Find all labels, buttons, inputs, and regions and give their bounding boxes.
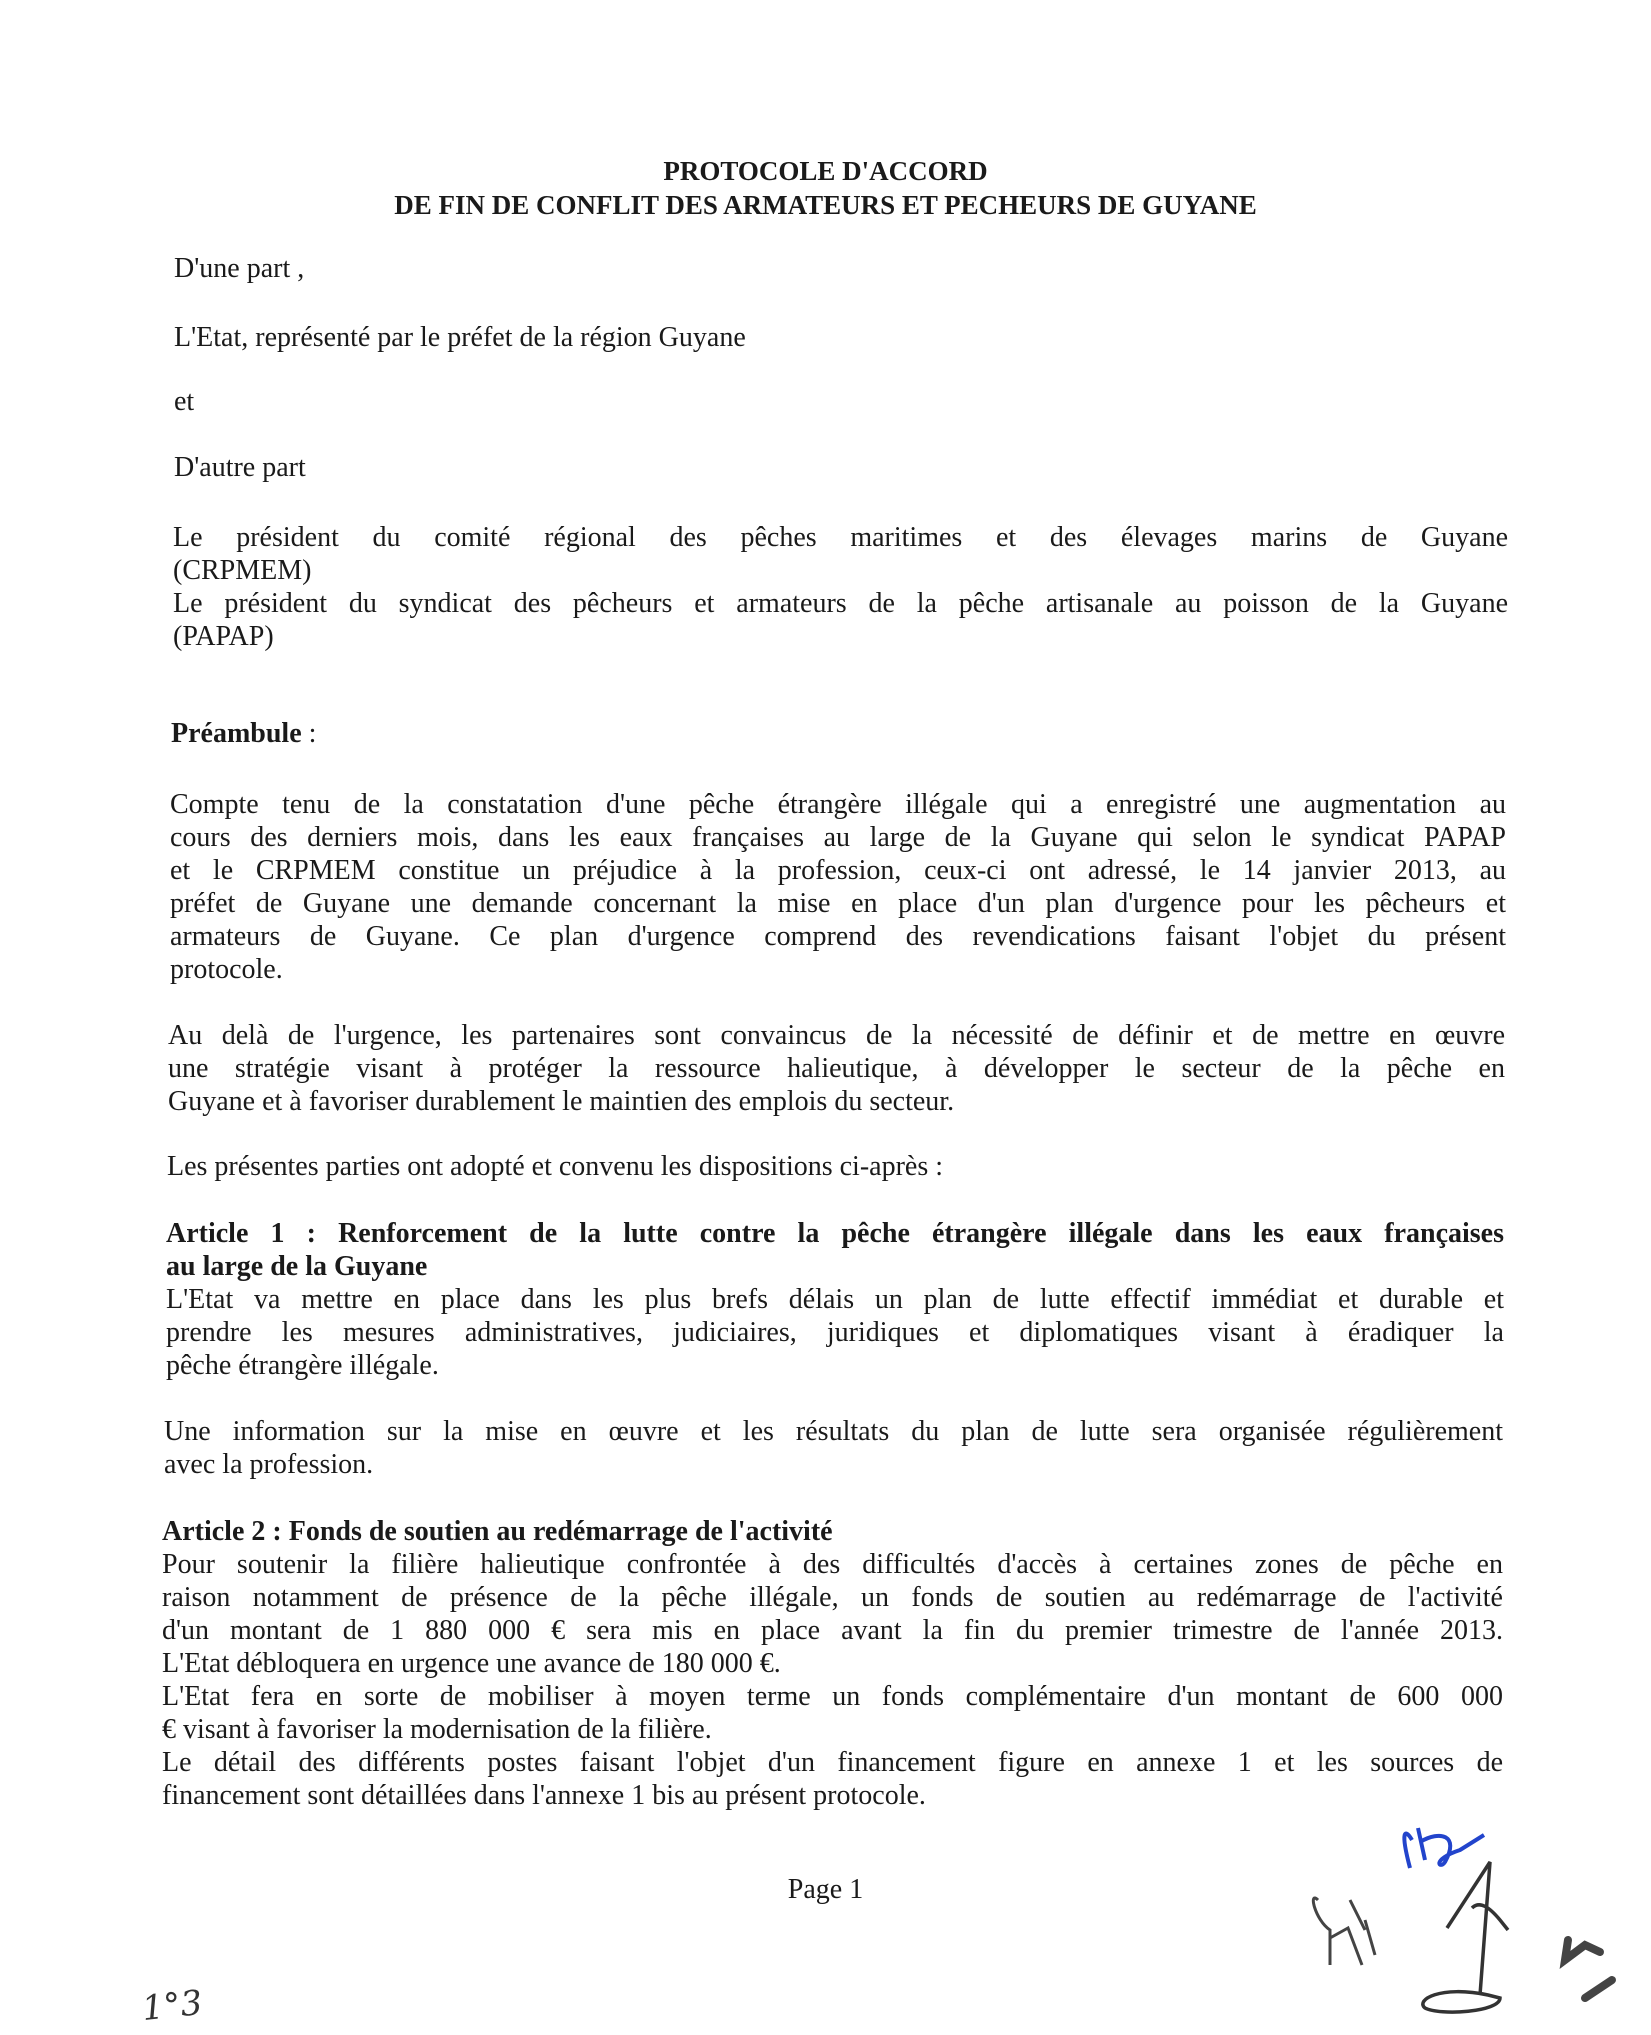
block-party-one [174, 252, 1509, 285]
text: : [301, 718, 317, 749]
text: cours des derniers mois, dans les eaux françaises au large de la Guyane qui selon le syndicat PAPAP [170, 822, 1506, 853]
text: L'Etat fera en sorte de mobiliser à moyen terme un fonds complémentaire d'un montant de 600 000 [162, 1681, 1503, 1712]
document-title-line-1: PROTOCOLE D'ACCORD [663, 156, 988, 186]
text-line [168, 1019, 1505, 1052]
block-article-1-p2 [164, 1415, 1503, 1481]
text: financement sont détaillées dans l'annexe 1 bis au présent protocole. [162, 1780, 926, 1811]
bold-heading: Article 1 : Renforcement de la lutte contre la pêche étrangère illégale dans les eaux françaises [166, 1218, 1504, 1249]
block-preamble-p1 [170, 788, 1506, 986]
block-preamble-p2 [168, 1019, 1505, 1118]
text: armateurs de Guyane. Ce plan d'urgence comprend des revendications faisant l'objet du présent [170, 921, 1506, 952]
text-line [170, 788, 1506, 821]
text-line [170, 887, 1506, 920]
text: Le détail des différents postes faisant l'objet d'un financement figure en annexe 1 et les sources de [162, 1747, 1503, 1778]
bold-heading: Article 2 : Fonds de soutien au redémarrage de l'activité [162, 1516, 833, 1547]
text-line [162, 1548, 1503, 1581]
text-line [173, 587, 1508, 620]
bold-heading: au large de la Guyane [166, 1251, 428, 1282]
text: (PAPAP) [173, 621, 274, 652]
text-line [164, 1448, 1503, 1481]
text: L'Etat débloquera en urgence une avance de 180 000 €. [162, 1648, 781, 1679]
text-line [170, 920, 1506, 953]
text: raison notamment de présence de la pêche illégale, un fonds de soutien au redémarrage de l'activité [162, 1582, 1503, 1613]
text-line [168, 1052, 1505, 1085]
text-line [162, 1647, 1503, 1680]
bold-heading: Préambule [171, 718, 302, 749]
block-preamble-heading [171, 717, 1506, 750]
text: Compte tenu de la constatation d'une pêche étrangère illégale qui a enregistré une augmentation au [170, 789, 1506, 820]
text: d'un montant de 1 880 000 € sera mis en place avant la fin du premier trimestre de l'année 2013. [162, 1615, 1503, 1646]
text: Les présentes parties ont adopté et convenu les dispositions ci-après : [167, 1151, 944, 1182]
text-line [162, 1713, 1503, 1746]
text: Pour soutenir la filière halieutique confrontée à des difficultés d'accès à certaines zones de pêche en [162, 1549, 1503, 1580]
text: Le président du comité régional des pêches maritimes et des élevages marins de Guyane [173, 522, 1508, 553]
text-line [167, 1150, 1502, 1183]
text-line [166, 1316, 1504, 1349]
page-number: Page 1 [787, 1874, 864, 1905]
text: protocole. [170, 954, 283, 985]
block-party-two [174, 451, 1509, 484]
text: et le CRPMEM constitue un préjudice à la profession, ceux-ci ont adressé, le 14 janvier 2013, au [170, 855, 1506, 886]
text-line [170, 821, 1506, 854]
text-line [166, 1250, 1504, 1283]
text: une stratégie visant à protéger la ressource halieutique, à développer le secteur de la pêche en [168, 1053, 1505, 1084]
block-article-1 [166, 1217, 1504, 1382]
text: Une information sur la mise en œuvre et les résultats du plan de lutte sera organisée régulièrement [164, 1416, 1503, 1447]
text-line [166, 1217, 1504, 1250]
text-line [171, 717, 1506, 750]
text: L'Etat va mettre en place dans les plus brefs délais un plan de lutte effectif immédiat et durable et [166, 1284, 1504, 1315]
text: pêche étrangère illégale. [166, 1350, 439, 1381]
text: Guyane et à favoriser durablement le maintien des emplois du secteur. [168, 1086, 955, 1117]
block-and [174, 385, 1509, 418]
text: prendre les mesures administratives, judiciaires, juridiques et diplomatiques visant à éradiquer la [166, 1317, 1504, 1348]
text: préfet de Guyane une demande concernant la mise en place d'un plan d'urgence pour les pêcheurs et [170, 888, 1506, 919]
text: D'une part , [174, 253, 305, 284]
text: et [174, 386, 195, 417]
text-line [174, 321, 1509, 354]
text-line [162, 1680, 1503, 1713]
block-state [174, 321, 1509, 354]
block-provisions-intro [167, 1150, 1502, 1183]
text-line [162, 1515, 1503, 1548]
text-line [164, 1415, 1503, 1448]
signature-initials [1200, 1780, 1651, 2035]
text-line [173, 620, 1508, 653]
text-line [174, 385, 1509, 418]
text-line [166, 1349, 1504, 1382]
text-line [173, 554, 1508, 587]
text-line [166, 1283, 1504, 1316]
text-line [162, 1581, 1503, 1614]
document-title-line-2: DE FIN DE CONFLIT DES ARMATEURS ET PECHEURS DE GUYANE [394, 190, 1257, 220]
text-line [173, 521, 1508, 554]
text-line [174, 451, 1509, 484]
text: Le président du syndicat des pêcheurs et armateurs de la pêche artisanale au poisson de la Guyane [173, 588, 1508, 619]
text: (CRPMEM) [173, 555, 312, 586]
text-line [170, 854, 1506, 887]
text: avec la profession. [164, 1449, 374, 1480]
block-presidents [173, 521, 1508, 653]
text-line [174, 252, 1509, 285]
text-line [162, 1614, 1503, 1647]
text: L'Etat, représenté par le préfet de la région Guyane [174, 322, 746, 353]
text-line [168, 1085, 1505, 1118]
text: € visant à favoriser la modernisation de la filière. [162, 1714, 712, 1745]
text-line [162, 1746, 1503, 1779]
text: Au delà de l'urgence, les partenaires sont convaincus de la nécessité de définir et de mettre en œuvre [168, 1020, 1505, 1051]
text: D'autre part [174, 452, 306, 483]
block-article-2 [162, 1515, 1503, 1812]
handwritten-page-mark: 1°3 [140, 1982, 205, 2030]
text-line [170, 953, 1506, 986]
